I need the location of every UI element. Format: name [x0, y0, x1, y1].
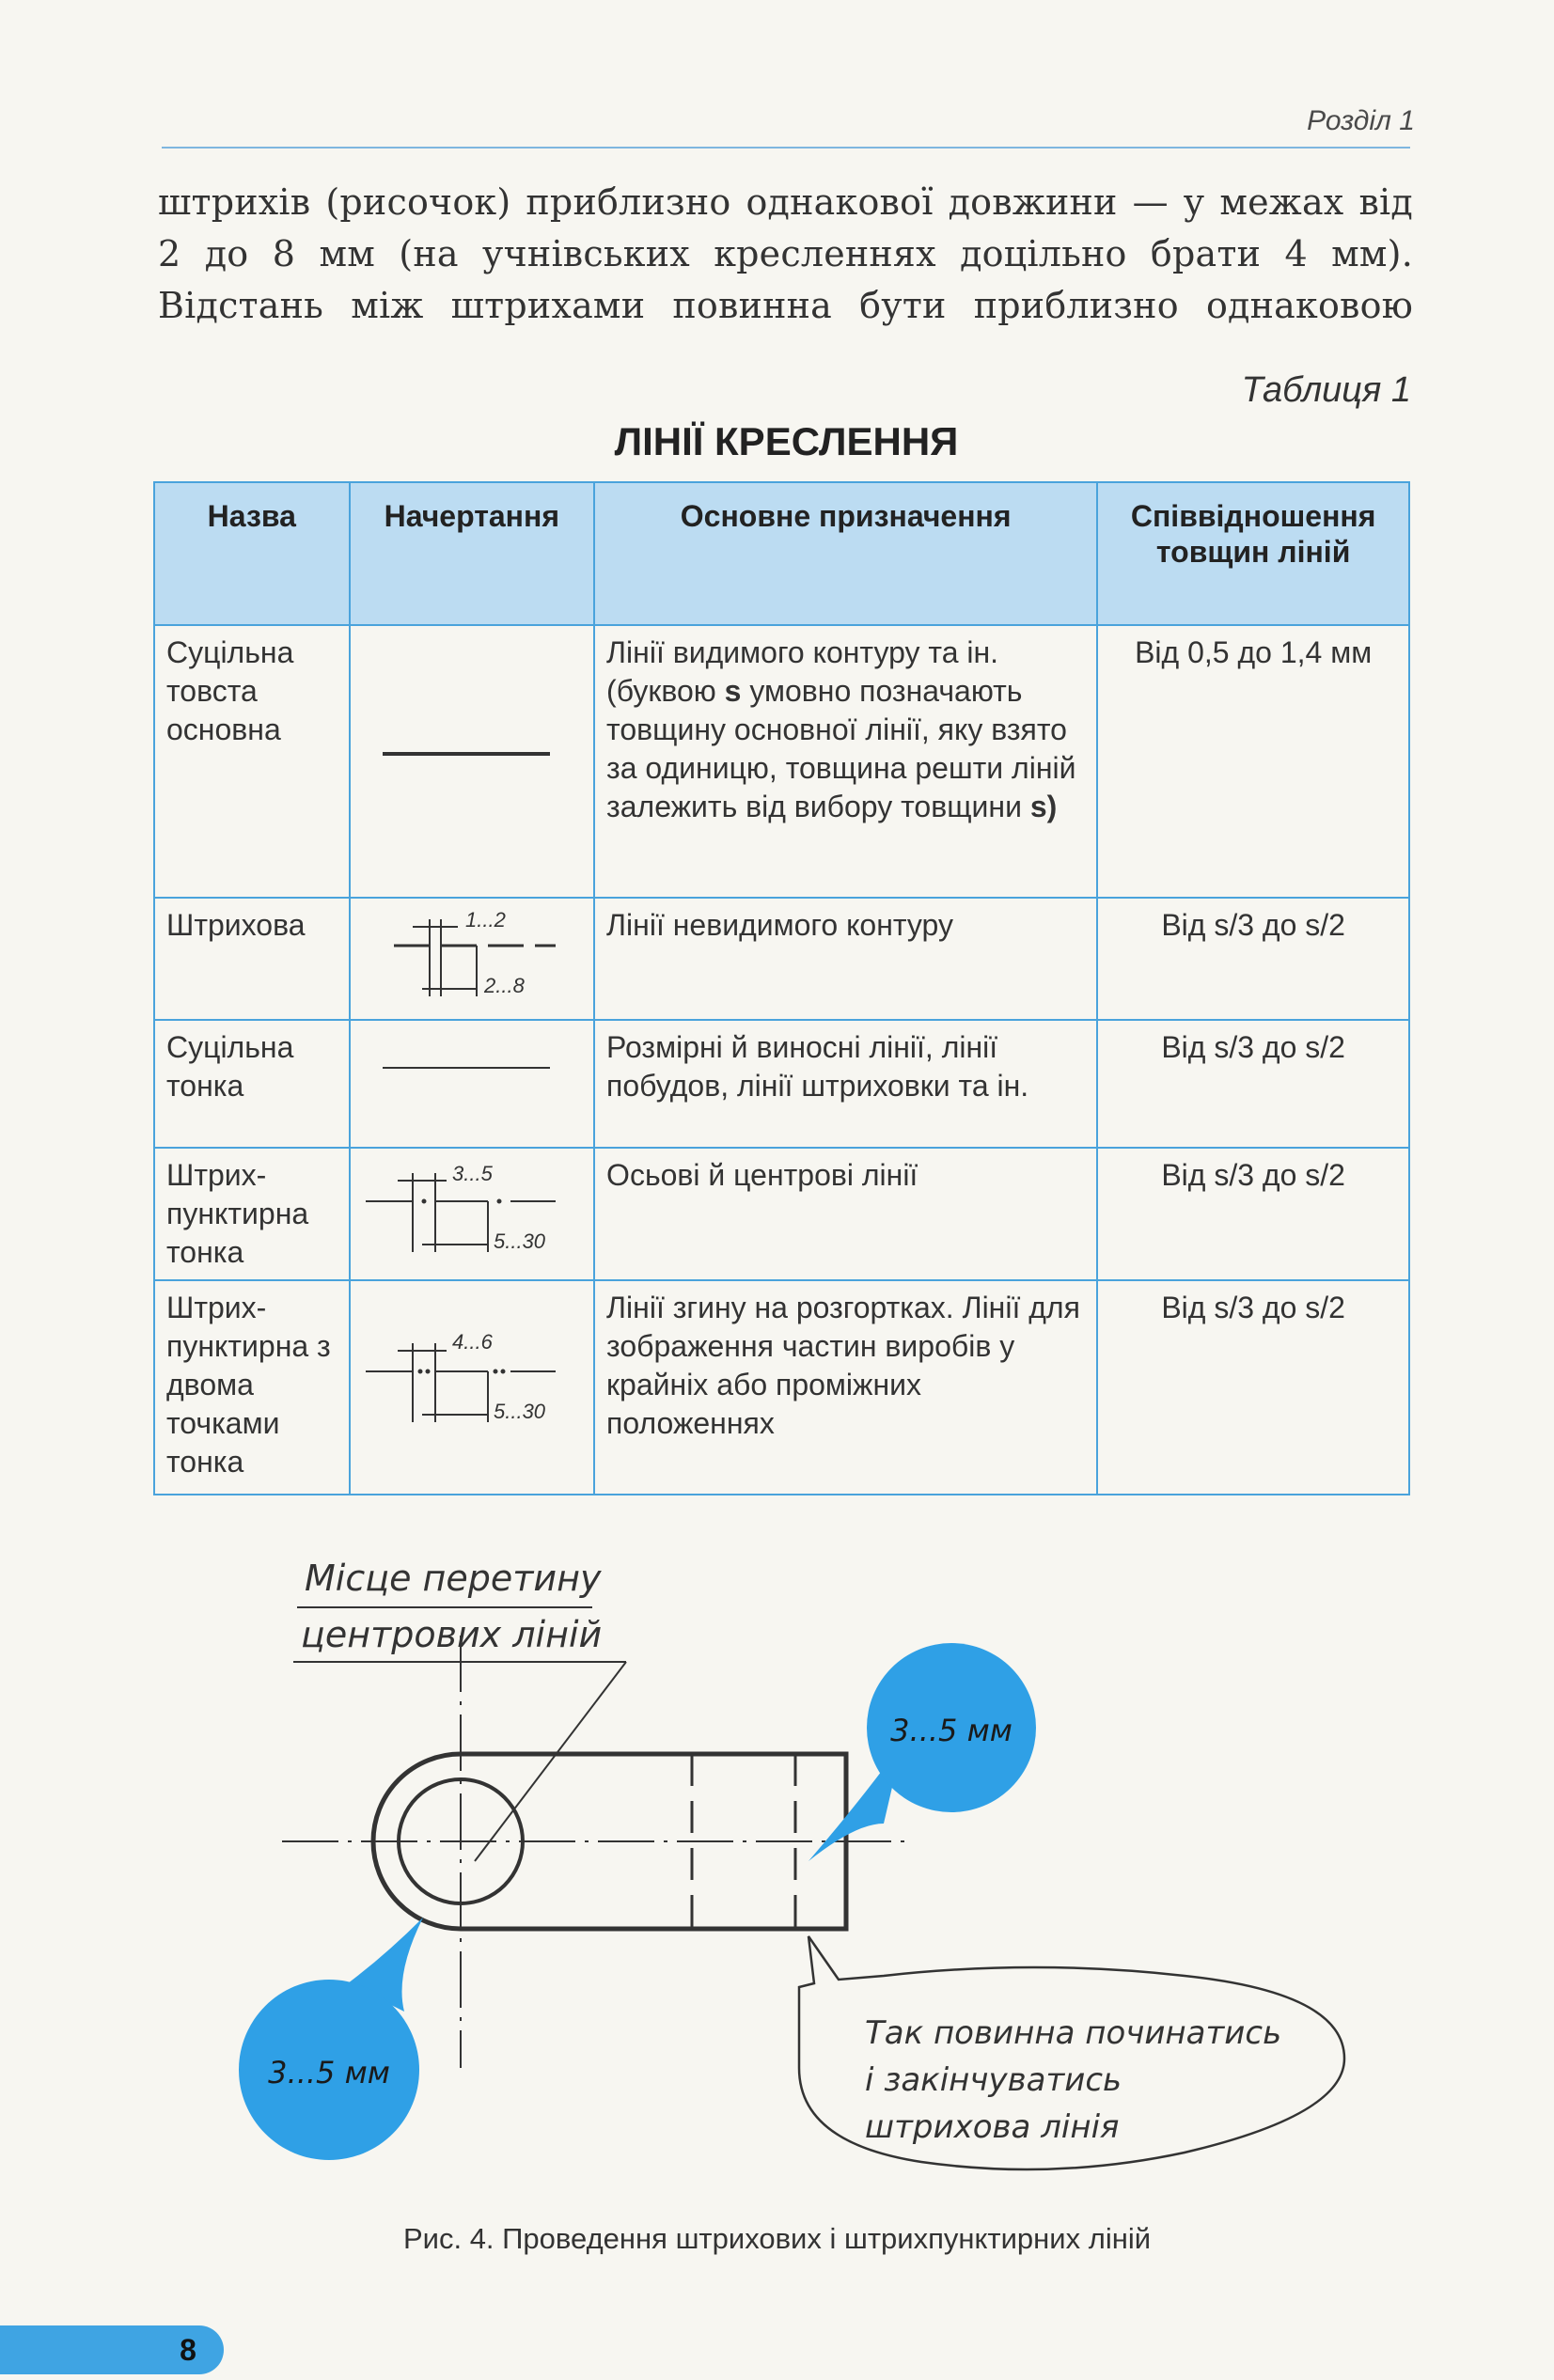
- intro-line: 2 до 8 мм (на учнівських кресленнях доцільно брати 4 мм).: [158, 233, 1413, 274]
- header-ratio: Співвідношення товщин ліній: [1097, 482, 1409, 625]
- svg-text:і закінчуватись: і закінчуватись: [865, 2061, 1122, 2099]
- page-number: 8: [180, 2333, 196, 2367]
- svg-text:штрихова лінія: штрихова лінія: [865, 2108, 1120, 2146]
- line-name: Суцільна товста основна: [154, 625, 350, 898]
- drawing-lines-table: [153, 481, 1410, 1495]
- svg-text:центрових ліній: центрових ліній: [301, 1614, 603, 1655]
- table-row: [154, 1148, 1409, 1280]
- line-ratio: Від s/3 до s/2: [1097, 1020, 1409, 1148]
- line-ratio: Від s/3 до s/2: [1097, 898, 1409, 1020]
- svg-text:Так повинна починатись: Так повинна починатись: [865, 2014, 1282, 2052]
- table-row: [154, 898, 1409, 1020]
- line-sample: [350, 898, 594, 1020]
- dash-gap-badge-left: [239, 1918, 423, 2160]
- figure-caption: Рис. 4. Проведення штрихових і штрихпунктирних ліній: [402, 2222, 1152, 2255]
- line-name: Штрих-пунктирна тонка: [154, 1148, 350, 1280]
- table-header-row: [154, 482, 1409, 625]
- dashed-line-sample: [356, 899, 563, 1008]
- callout-dashed-line-rule: [799, 1936, 1344, 2169]
- dash-double-dot-line-sample: [356, 1281, 563, 1441]
- line-sample: [350, 1020, 594, 1148]
- dash-dot-line-sample: [356, 1149, 563, 1261]
- line-purpose: Лінії згину на розгортках. Лінії для зображення частин виробів у крайніх або проміжних положеннях: [594, 1280, 1097, 1495]
- table-row: [154, 1020, 1409, 1148]
- dash-gap-label: 1...2: [464, 908, 506, 932]
- header-purpose: Основне призначення: [594, 482, 1097, 625]
- dash-length-label: 2...8: [483, 974, 525, 997]
- line-purpose: Лінії видимого контуру та ін. (буквою s умовно позначають товщину основної лінії, яку взято за одиницю, товщина решти ліній залежить від вибору товщини s): [594, 625, 1097, 898]
- line-ratio: Від s/3 до s/2: [1097, 1148, 1409, 1280]
- figure-drawing: [207, 1542, 1391, 2218]
- dash-gap-label: 4...6: [451, 1330, 493, 1354]
- dash-gap-label: 3...5: [451, 1162, 493, 1185]
- table-row: [154, 1280, 1409, 1495]
- table-row: [154, 625, 1409, 898]
- intro-line: штрихів (рисочок) приблизно однакової довжини — у межах від: [158, 181, 1413, 223]
- header-drawing: Начертання: [350, 482, 594, 625]
- svg-text:Місце перетину: Місце перетину: [305, 1558, 602, 1599]
- header-rule: [162, 147, 1410, 149]
- table-title: ЛІНІЇ КРЕСЛЕННЯ: [614, 419, 959, 463]
- header-name: Назва: [154, 482, 350, 625]
- svg-text:3...5 мм: 3...5 мм: [890, 1713, 1012, 1748]
- line-name: Штрих-пунктирна з двома точками тонка: [154, 1280, 350, 1495]
- dash-length-label: 5...30: [493, 1229, 545, 1253]
- line-sample: [350, 1148, 594, 1280]
- section-label: Розділ 1: [1307, 105, 1415, 136]
- line-purpose: Осьові й центрові лінії: [594, 1148, 1097, 1280]
- line-name: Суцільна тонка: [154, 1020, 350, 1148]
- line-purpose: Розмірні й виносні лінії, лінії побудов, лінії штриховки та ін.: [594, 1020, 1097, 1148]
- dash-length-label: 5...30: [493, 1400, 545, 1423]
- table-number-label: Таблиця 1: [1241, 370, 1411, 410]
- line-ratio: Від 0,5 до 1,4 мм: [1097, 625, 1409, 898]
- line-purpose: Лінії невидимого контуру: [594, 898, 1097, 1020]
- line-ratio: Від s/3 до s/2: [1097, 1280, 1409, 1495]
- line-sample: [350, 625, 594, 898]
- svg-text:3...5 мм: 3...5 мм: [268, 2055, 390, 2090]
- thin-line-sample: [362, 1028, 556, 1085]
- line-sample: [350, 1280, 594, 1495]
- thick-line-sample: [362, 634, 556, 756]
- intro-paragraph: [158, 177, 1413, 332]
- intro-line: Відстань між штрихами повинна бути приблизно однаковою: [158, 285, 1413, 326]
- line-name: Штрихова: [154, 898, 350, 1020]
